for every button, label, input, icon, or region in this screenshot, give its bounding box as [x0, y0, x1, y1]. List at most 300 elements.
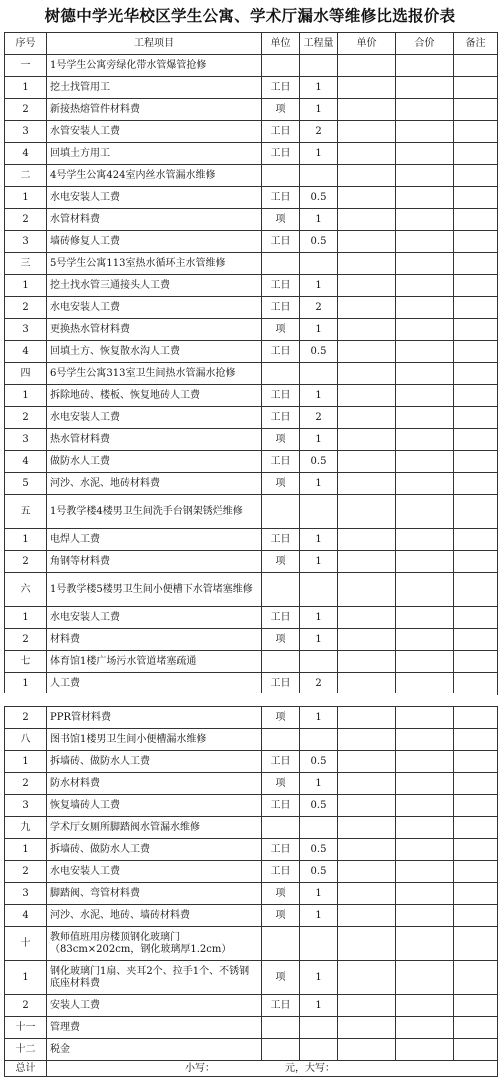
item-cell: 回填土方用工	[47, 143, 262, 165]
unit-cell: 项	[262, 209, 300, 231]
header-remark: 备注	[454, 33, 498, 55]
price-cell	[338, 839, 396, 861]
total-cell	[396, 629, 454, 651]
total-cell	[396, 961, 454, 995]
remark-cell	[454, 883, 498, 905]
seq-cell: 十	[5, 927, 47, 961]
table-row	[5, 673, 498, 695]
table-row	[5, 99, 498, 121]
price-cell	[338, 121, 396, 143]
table-row	[5, 165, 498, 187]
remark-cell	[454, 187, 498, 209]
qty-cell: 1	[300, 473, 338, 495]
remark-cell	[454, 529, 498, 551]
table-row	[5, 551, 498, 573]
table-row	[5, 143, 498, 165]
table-row	[5, 319, 498, 341]
unit-cell	[262, 495, 300, 529]
table-row	[5, 77, 498, 99]
table-row	[5, 1039, 498, 1061]
table-row	[5, 995, 498, 1017]
item-cell: 恢复墙砖人工费	[47, 795, 262, 817]
item-cell: 挖土找水管三通接头人工费	[47, 275, 262, 297]
document-title: 树德中学光华校区学生公寓、学术厅漏水等维修比选报价表	[44, 6, 456, 25]
qty-cell	[300, 363, 338, 385]
item-cell: 水电安装人工费	[47, 297, 262, 319]
qty-cell: 2	[300, 407, 338, 429]
unit-cell	[262, 651, 300, 673]
qty-cell	[300, 573, 338, 607]
unit-cell	[262, 1039, 300, 1061]
total-cell	[396, 55, 454, 77]
price-cell	[338, 707, 396, 729]
table-row	[5, 429, 498, 451]
item-cell: 水管材料费	[47, 209, 262, 231]
price-cell	[338, 231, 396, 253]
total-cell	[396, 473, 454, 495]
seq-cell: 3	[5, 231, 47, 253]
seq-cell: 2	[5, 629, 47, 651]
item-cell: 学术厅女厕所脚踏阀水管漏水维修	[47, 817, 262, 839]
item-cell: 1号教学楼4楼男卫生间洗手台钢架锈烂维修	[47, 495, 262, 529]
price-cell	[338, 77, 396, 99]
total-cell	[396, 275, 454, 297]
remark-cell	[454, 99, 498, 121]
item-cell: 图书馆1楼男卫生间小便槽漏水维修	[47, 729, 262, 751]
seq-cell: 1	[5, 275, 47, 297]
remark-cell	[454, 905, 498, 927]
table-row	[5, 473, 498, 495]
price-cell	[338, 1017, 396, 1039]
total-cell	[396, 773, 454, 795]
seq-cell: 1	[5, 385, 47, 407]
remark-cell	[454, 1039, 498, 1061]
item-cell: 挖土找管用工	[47, 77, 262, 99]
seq-cell: 2	[5, 209, 47, 231]
price-cell	[338, 773, 396, 795]
remark-cell	[454, 1017, 498, 1039]
seq-cell: 4	[5, 905, 47, 927]
price-cell	[338, 673, 396, 695]
qty-cell	[300, 1017, 338, 1039]
total-cell	[396, 363, 454, 385]
item-cell: 1号教学楼5楼男卫生间小便槽下水管堵塞维修	[47, 573, 262, 607]
seq-cell: 1	[5, 751, 47, 773]
total-cell	[396, 231, 454, 253]
remark-cell	[454, 995, 498, 1017]
total-cell	[396, 385, 454, 407]
qty-cell: 1	[300, 629, 338, 651]
price-cell	[338, 551, 396, 573]
remark-cell	[454, 451, 498, 473]
remark-cell	[454, 961, 498, 995]
item-cell: 拆除地砖、楼板、恢复地砖人工费	[47, 385, 262, 407]
qty-cell: 1	[300, 551, 338, 573]
seq-cell: 三	[5, 253, 47, 275]
qty-cell: 1	[300, 275, 338, 297]
seq-cell: 1	[5, 839, 47, 861]
item-cell: 河沙、水泥、地砖、墙砖材料费	[47, 905, 262, 927]
price-cell	[338, 961, 396, 995]
seq-cell: 1	[5, 187, 47, 209]
item-cell: 脚踏阀、弯管材料费	[47, 883, 262, 905]
total-cell	[396, 573, 454, 607]
seq-cell: 二	[5, 165, 47, 187]
total-cell	[396, 673, 454, 695]
total-amount-cell	[47, 1061, 498, 1077]
total-cell	[396, 495, 454, 529]
price-cell	[338, 905, 396, 927]
yuan-label: 元，	[285, 1062, 305, 1074]
unit-cell: 工日	[262, 839, 300, 861]
total-cell	[396, 995, 454, 1017]
page-gap	[4, 693, 497, 706]
item-cell: 人工费	[47, 673, 262, 695]
unit-cell: 工日	[262, 529, 300, 551]
price-cell	[338, 607, 396, 629]
remark-cell	[454, 773, 498, 795]
quote-table-part2	[4, 706, 498, 1077]
price-cell	[338, 363, 396, 385]
seq-cell: 4	[5, 143, 47, 165]
remark-cell	[454, 275, 498, 297]
qty-cell: 1	[300, 707, 338, 729]
price-cell	[338, 1039, 396, 1061]
price-cell	[338, 143, 396, 165]
qty-cell: 2	[300, 673, 338, 695]
total-cell	[396, 341, 454, 363]
unit-cell	[262, 1017, 300, 1039]
table-row	[5, 817, 498, 839]
table-row	[5, 795, 498, 817]
table-row	[5, 209, 498, 231]
price-cell	[338, 319, 396, 341]
price-cell	[338, 385, 396, 407]
unit-cell: 工日	[262, 795, 300, 817]
item-cell: 拆墙砖、做防水人工费	[47, 839, 262, 861]
unit-cell: 工日	[262, 77, 300, 99]
item-cell: 1号学生公寓旁绿化带水管爆管抢修	[47, 55, 262, 77]
unit-cell	[262, 927, 300, 961]
item-cell: 新接热熔管件材料费	[47, 99, 262, 121]
qty-cell: 1	[300, 99, 338, 121]
qty-cell	[300, 817, 338, 839]
total-cell	[396, 143, 454, 165]
lowercase-label: 小写：	[185, 1062, 215, 1074]
table-row	[5, 651, 498, 673]
item-cell: 钢化玻璃门1扇、夹耳2个、拉手1个、不锈钢底座材料费	[47, 961, 262, 995]
table-row	[5, 275, 498, 297]
total-cell	[396, 817, 454, 839]
total-label: 总计	[5, 1061, 47, 1077]
remark-cell	[454, 927, 498, 961]
unit-cell: 项	[262, 99, 300, 121]
qty-cell	[300, 495, 338, 529]
seq-cell: 3	[5, 883, 47, 905]
price-cell	[338, 473, 396, 495]
total-cell	[396, 839, 454, 861]
remark-cell	[454, 839, 498, 861]
table-row	[5, 573, 498, 607]
qty-cell: 1	[300, 209, 338, 231]
total-cell	[396, 529, 454, 551]
unit-cell: 项	[262, 629, 300, 651]
table-row	[5, 385, 498, 407]
price-cell	[338, 573, 396, 607]
qty-cell	[300, 651, 338, 673]
unit-cell: 工日	[262, 297, 300, 319]
unit-cell: 项	[262, 773, 300, 795]
total-cell	[396, 651, 454, 673]
seq-cell: 1	[5, 529, 47, 551]
item-cell: 更换热水管材料费	[47, 319, 262, 341]
remark-cell	[454, 165, 498, 187]
total-cell	[396, 99, 454, 121]
price-cell	[338, 429, 396, 451]
seq-cell: 2	[5, 773, 47, 795]
unit-cell: 工日	[262, 143, 300, 165]
seq-cell: 一	[5, 55, 47, 77]
unit-cell: 工日	[262, 995, 300, 1017]
unit-cell: 工日	[262, 187, 300, 209]
total-cell	[396, 253, 454, 275]
seq-cell: 八	[5, 729, 47, 751]
unit-cell: 工日	[262, 607, 300, 629]
total-cell	[396, 883, 454, 905]
qty-cell	[300, 1039, 338, 1061]
remark-cell	[454, 363, 498, 385]
qty-cell: 1	[300, 607, 338, 629]
table-row	[5, 773, 498, 795]
table-row	[5, 839, 498, 861]
total-cell	[396, 121, 454, 143]
remark-cell	[454, 629, 498, 651]
unit-cell: 工日	[262, 451, 300, 473]
qty-cell	[300, 55, 338, 77]
total-cell	[396, 927, 454, 961]
price-cell	[338, 55, 396, 77]
table-row	[5, 121, 498, 143]
price-cell	[338, 495, 396, 529]
unit-cell	[262, 817, 300, 839]
qty-cell: 1	[300, 883, 338, 905]
seq-cell: 2	[5, 551, 47, 573]
header-unit: 单位	[262, 33, 300, 55]
unit-cell	[262, 729, 300, 751]
remark-cell	[454, 341, 498, 363]
remark-cell	[454, 385, 498, 407]
total-cell	[396, 861, 454, 883]
table-row	[5, 861, 498, 883]
qty-cell: 2	[300, 297, 338, 319]
total-cell	[396, 165, 454, 187]
item-cell: 安装人工费	[47, 995, 262, 1017]
table-row	[5, 253, 498, 275]
price-cell	[338, 209, 396, 231]
qty-cell: 1	[300, 429, 338, 451]
total-cell	[396, 607, 454, 629]
remark-cell	[454, 253, 498, 275]
item-cell: 角钢等材料费	[47, 551, 262, 573]
item-cell: 水电安装人工费	[47, 407, 262, 429]
seq-cell: 2	[5, 707, 47, 729]
remark-cell	[454, 861, 498, 883]
remark-cell	[454, 651, 498, 673]
price-cell	[338, 297, 396, 319]
item-cell: 水电安装人工费	[47, 607, 262, 629]
item-cell: PPR管材料费	[47, 707, 262, 729]
remark-cell	[454, 707, 498, 729]
price-cell	[338, 861, 396, 883]
qty-cell: 0.5	[300, 795, 338, 817]
table-row	[5, 495, 498, 529]
seq-cell: 2	[5, 995, 47, 1017]
qty-cell: 0.5	[300, 341, 338, 363]
qty-cell: 1	[300, 773, 338, 795]
table-row	[5, 961, 498, 995]
total-cell	[396, 751, 454, 773]
total-cell	[396, 297, 454, 319]
remark-cell	[454, 121, 498, 143]
price-cell	[338, 341, 396, 363]
table-row	[5, 905, 498, 927]
remark-cell	[454, 297, 498, 319]
unit-cell: 项	[262, 319, 300, 341]
remark-cell	[454, 551, 498, 573]
remark-cell	[454, 473, 498, 495]
quote-table-part1	[4, 32, 498, 695]
price-cell	[338, 187, 396, 209]
total-cell	[396, 707, 454, 729]
unit-cell: 工日	[262, 861, 300, 883]
remark-cell	[454, 429, 498, 451]
seq-cell: 五	[5, 495, 47, 529]
remark-cell	[454, 573, 498, 607]
seq-cell: 十一	[5, 1017, 47, 1039]
qty-cell: 0.5	[300, 861, 338, 883]
item-cell: 回填土方、恢复散水沟人工费	[47, 341, 262, 363]
remark-cell	[454, 55, 498, 77]
item-cell: 河沙、水泥、地砖材料费	[47, 473, 262, 495]
remark-cell	[454, 231, 498, 253]
table-row	[5, 55, 498, 77]
uppercase-label: 大写：	[305, 1062, 335, 1074]
unit-cell: 项	[262, 707, 300, 729]
remark-cell	[454, 77, 498, 99]
header-row	[5, 33, 498, 55]
price-cell	[338, 629, 396, 651]
seq-cell: 3	[5, 121, 47, 143]
unit-cell	[262, 165, 300, 187]
unit-cell	[262, 363, 300, 385]
table-row	[5, 363, 498, 385]
remark-cell	[454, 607, 498, 629]
item-cell: 5号学生公寓113室热水循环主水管维修	[47, 253, 262, 275]
unit-cell	[262, 55, 300, 77]
unit-cell: 工日	[262, 121, 300, 143]
price-cell	[338, 995, 396, 1017]
price-cell	[338, 883, 396, 905]
unit-cell: 工日	[262, 385, 300, 407]
remark-cell	[454, 795, 498, 817]
unit-cell: 项	[262, 905, 300, 927]
header-item: 工程项目	[47, 33, 262, 55]
item-cell: 教师值班用房楼顶钢化玻璃门（83cm×202cm，钢化玻璃厚1.2cm）	[47, 927, 262, 961]
total-cell	[396, 551, 454, 573]
remark-cell	[454, 495, 498, 529]
total-cell	[396, 451, 454, 473]
price-cell	[338, 651, 396, 673]
remark-cell	[454, 407, 498, 429]
seq-cell: 3	[5, 429, 47, 451]
total-cell	[396, 319, 454, 341]
seq-cell: 5	[5, 473, 47, 495]
price-cell	[338, 927, 396, 961]
seq-cell: 4	[5, 341, 47, 363]
item-cell: 电焊人工费	[47, 529, 262, 551]
table-row	[5, 707, 498, 729]
table-row	[5, 883, 498, 905]
seq-cell: 1	[5, 673, 47, 695]
item-cell: 热水管材料费	[47, 429, 262, 451]
table-row	[5, 629, 498, 651]
item-cell: 税金	[47, 1039, 262, 1061]
qty-cell: 2	[300, 121, 338, 143]
total-cell	[396, 209, 454, 231]
qty-cell	[300, 165, 338, 187]
unit-cell: 工日	[262, 275, 300, 297]
price-cell	[338, 795, 396, 817]
seq-cell: 4	[5, 451, 47, 473]
seq-cell: 2	[5, 99, 47, 121]
price-cell	[338, 451, 396, 473]
qty-cell: 1	[300, 385, 338, 407]
table-row	[5, 729, 498, 751]
price-cell	[338, 407, 396, 429]
unit-cell: 项	[262, 429, 300, 451]
seq-cell: 六	[5, 573, 47, 607]
seq-cell: 七	[5, 651, 47, 673]
unit-cell: 工日	[262, 341, 300, 363]
unit-cell: 项	[262, 883, 300, 905]
qty-cell: 0.5	[300, 451, 338, 473]
total-cell	[396, 1017, 454, 1039]
total-cell	[396, 429, 454, 451]
table-row	[5, 751, 498, 773]
price-cell	[338, 165, 396, 187]
item-cell: 体育馆1楼广场污水管道堵塞疏通	[47, 651, 262, 673]
total-row	[5, 1061, 498, 1077]
table-row	[5, 607, 498, 629]
remark-cell	[454, 209, 498, 231]
price-cell	[338, 729, 396, 751]
table-row	[5, 187, 498, 209]
seq-cell: 十二	[5, 1039, 47, 1061]
item-cell: 墙砖修复人工费	[47, 231, 262, 253]
unit-cell: 项	[262, 551, 300, 573]
item-cell: 水电安装人工费	[47, 187, 262, 209]
qty-cell: 1	[300, 77, 338, 99]
item-cell: 6号学生公寓313室卫生间热水管漏水抢修	[47, 363, 262, 385]
unit-cell: 工日	[262, 231, 300, 253]
seq-cell: 1	[5, 607, 47, 629]
seq-cell: 1	[5, 961, 47, 995]
table-row	[5, 927, 498, 961]
table-row	[5, 341, 498, 363]
unit-cell	[262, 573, 300, 607]
seq-cell: 3	[5, 319, 47, 341]
item-cell: 做防水人工费	[47, 451, 262, 473]
